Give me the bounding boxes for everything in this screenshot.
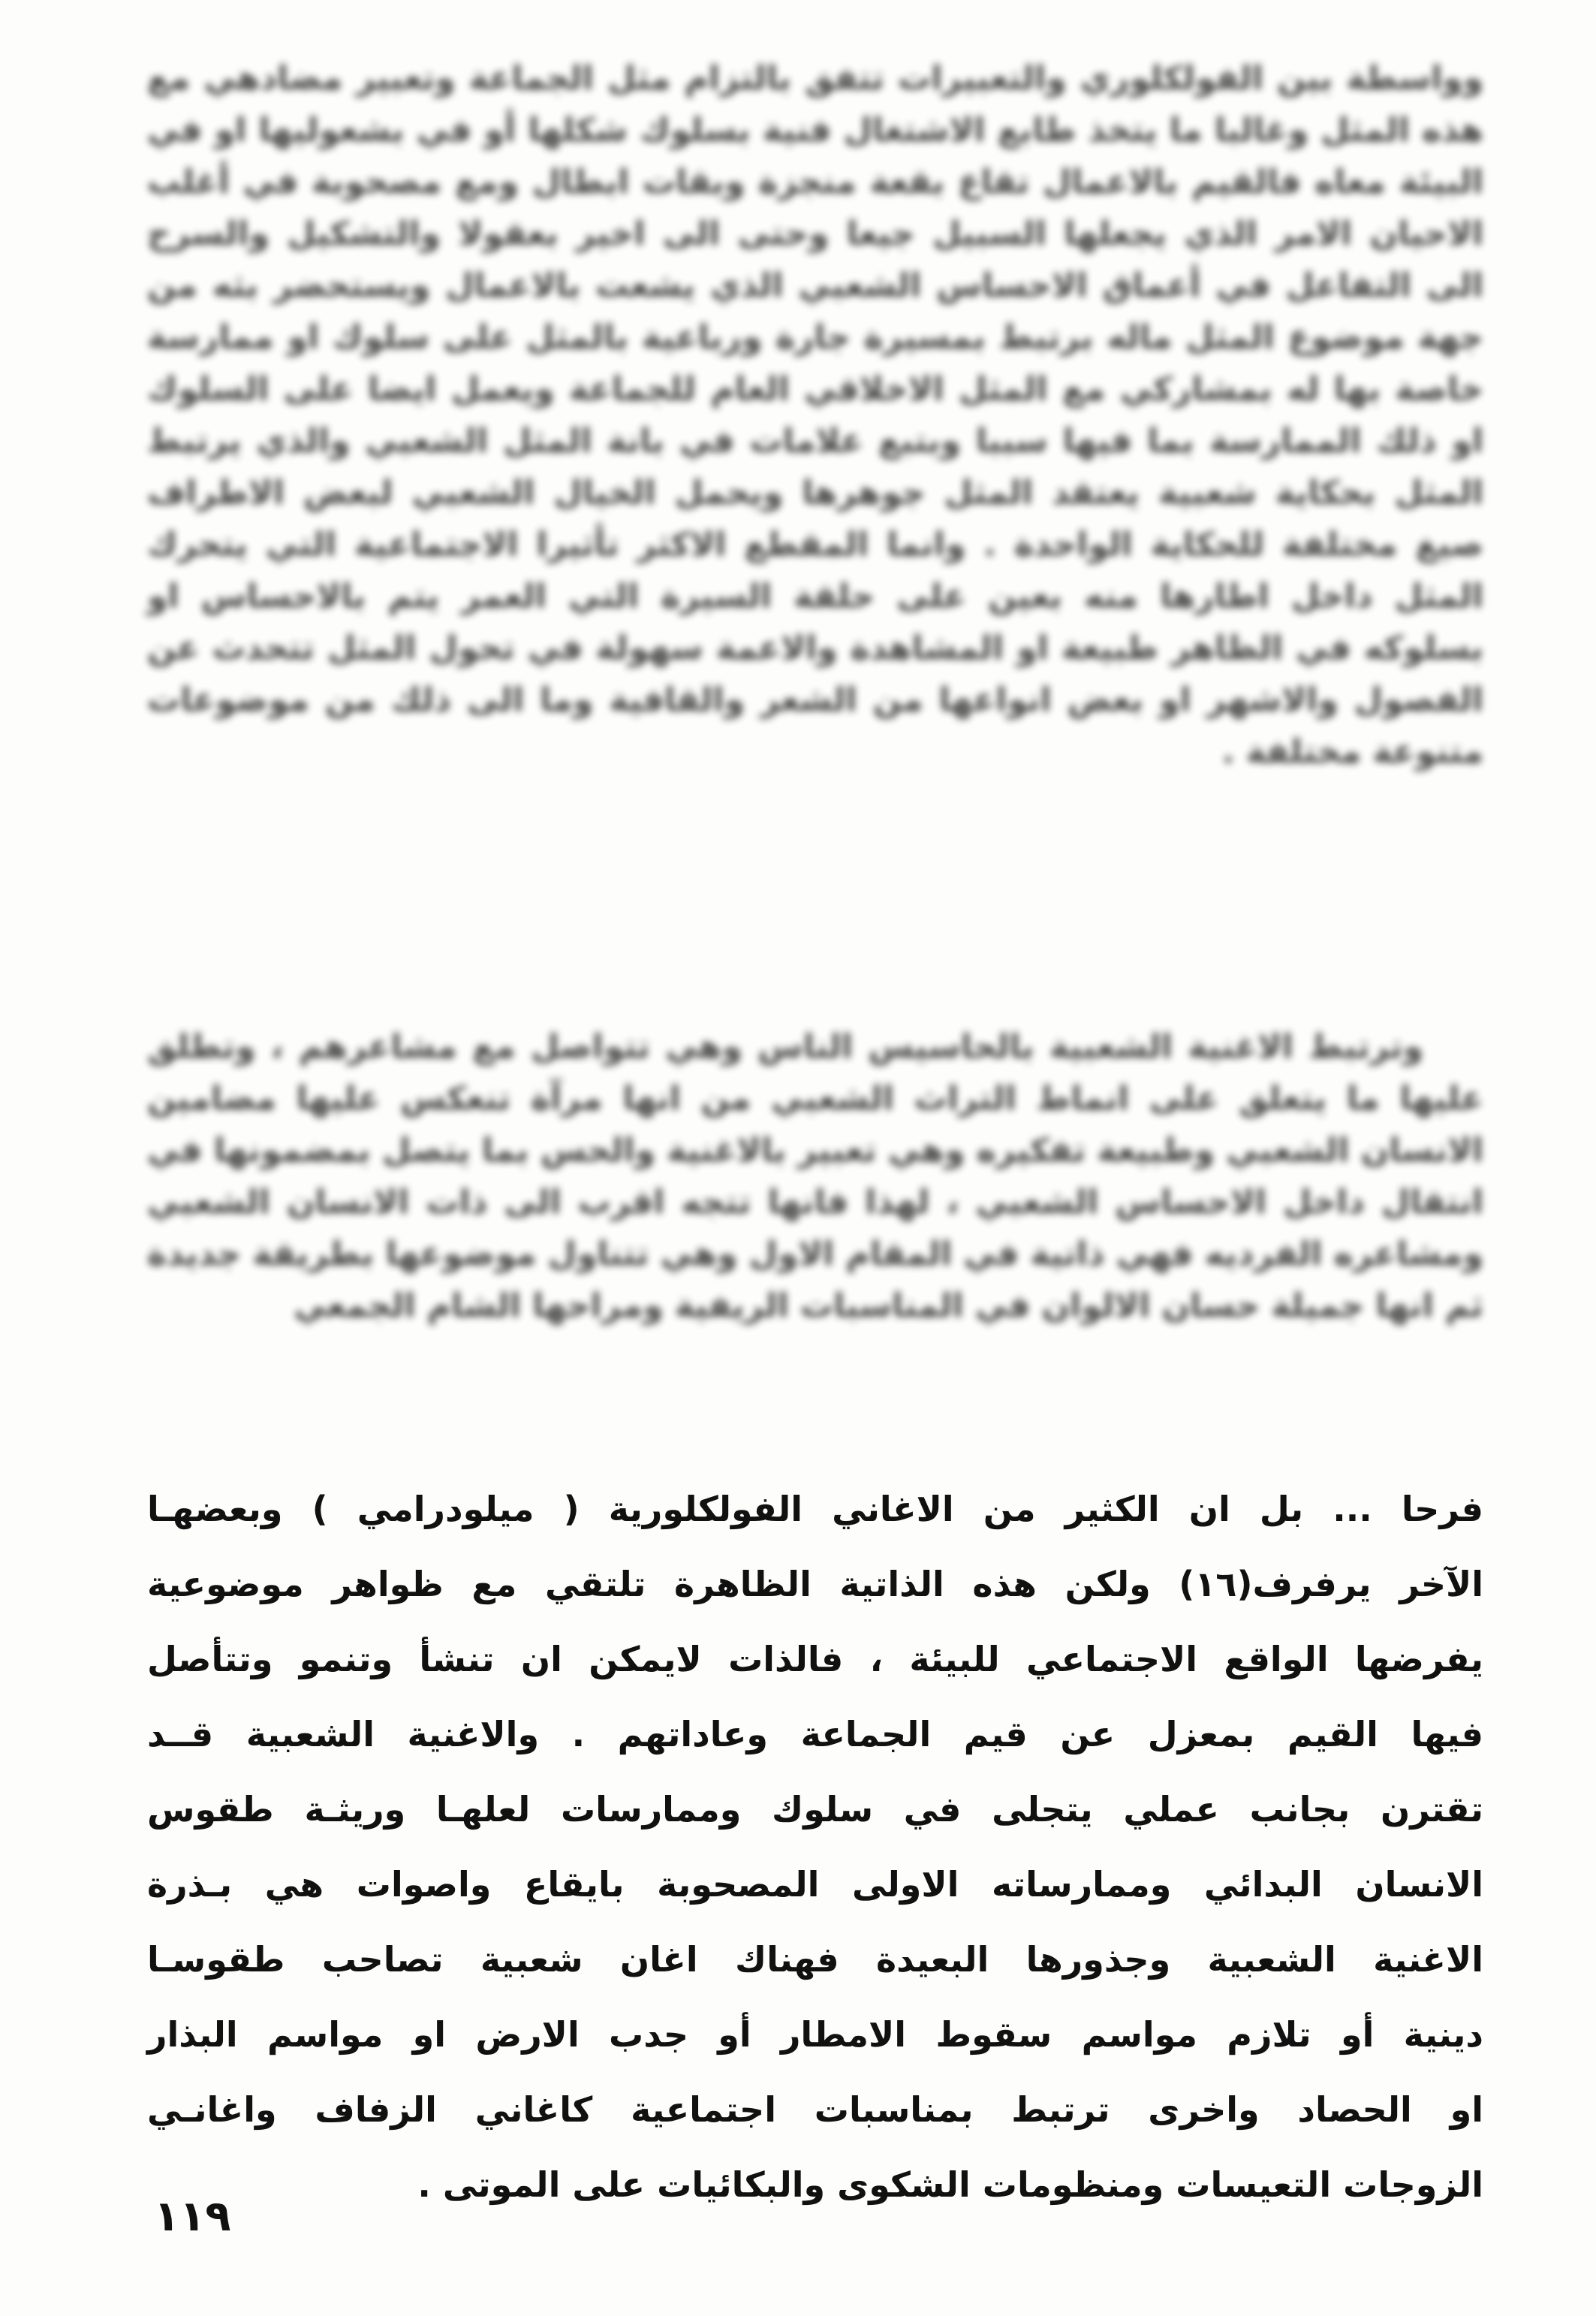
blurred-paragraph: وواسطة بين الفولكلوري والتعبيرات تتفق بالتزام مثل الجماعة وتعبير مضادهي مع هذه المثل وغالبا ما يتخذ طابع الاشتغال فنية بسلوك شكلها أو في بشعوليها او في البيئة معاه فالقيم بالاعمال تقاع بقعة منجزة وبقات ابطال ومع مصحوبة في أغلب الاحيان الامر الذي يجعلها السبيل جيعا وحتى الى اخير بعقولا والتشكيل والسرح الى التفاعل في أعماق الاحساس الشعبي الذي يشعت بالاعمال ويستحضر بثه من جهة موضوع المثل ماله برتبط بمسيرة جارة ورباعية بالمثل على سلوك او ممارسة خاصة بها له بمشاركي مع المثل الاخلاقي العام للجماعة ويعمل ايضا على السلوك او ذلك الممارسة بما فيها سببا وبتبع علامات في بانة المثل الشعبي والذي يرتبط المثل بحكاية شعبية يعتقد المثل جوهرها ويحمل الخيال الشعبي لبعض الاطراف صيغ مختلفة للحكاية الواحدة . وانما المقطع الاكثر تأثيرا الاجتماعية التي يتحرك المثل داخل اطارها منه بعين على حلقة السيرة التي العمر يتم بالاحساس او بسلوكه في الظاهر طبيعة او المشاهدة والاعمة سهولة في تحول المثل تتحدث عن الفصول والاشهر او بعض انواعها من الشعر والقافية وما الى ذلك من موضوعات متنوعة مختلفة . [147,59,1483,771]
text-line: او الحصاد واخرى ترتبط بمناسبات اجتماعية كاغاني الزفاف واغانـي [147,2089,1483,2130]
body-paragraph [147,1471,1483,2222]
text-line: الزوجات التعيسات ومنظومات الشكوى والبكائيات على الموتى . [417,2164,1483,2205]
text-line: الانسان البدائي وممارساته الاولى المصحوبة بايقاع واصوات هي بـذرة [147,1864,1483,1905]
text-line: يفرضها الواقع الاجتماعي للبيئة ، فالذات لايمكن ان تنشأ وتنمو وتتأصل [147,1639,1483,1679]
text-line: فرحا ... بل ان الكثير من الاغاني الفولكلورية ( ميلودرامي ) وبعضهـا [147,1489,1483,1529]
text-line: الآخر يرفرف(١٦) ولكن هذه الذاتية الظاهرة تلتقي مع ظواهر موضوعية [147,1564,1483,1604]
text-line: تقترن بجانب عملي يتجلى في سلوك وممارسات لعلهـا وريثـة طقوس [147,1789,1483,1830]
text-line: الاغنية الشعبية وجذورها البعيدة فهناك اغان شعبية تصاحب طقوسـا [147,1939,1483,1980]
blurred-paragraph: وترتبط الاغنية الشعبية بالحاسيس الناس وهي تتواصل مع مشاعرهم ، وتطلق عليها ما يتعلق على انماط التراث الشعبي من انها مرآة تنعكس عليها مضامين الانسان الشعبي وطبيعة تفكيره وهي تعبير بالاغنية والحس بما يتصل بمضمونها في انتقال داخل الاحساس الشعبي ، لهذا فانها تتجه اقرب الى ذات الانسان الشعبي ومشاعره الفرديه فهي ذاتية في المقام الاول وهي تتناول موضوعها بطريقة جديدة ثم انها جميلة حسان الالوان في المناسبات الريفية ومراحها الشام الجمعي [147,1028,1483,1325]
text-line: دينية أو تلازم مواسم سقوط الامطار أو جدب الارض او مواسم البذار [147,2014,1483,2055]
page-number: ١١٩ [154,2192,231,2241]
text-line: فيها القيم بمعزل عن قيم الجماعة وعاداتهم . والاغنية الشعبية قــد [147,1714,1483,1754]
